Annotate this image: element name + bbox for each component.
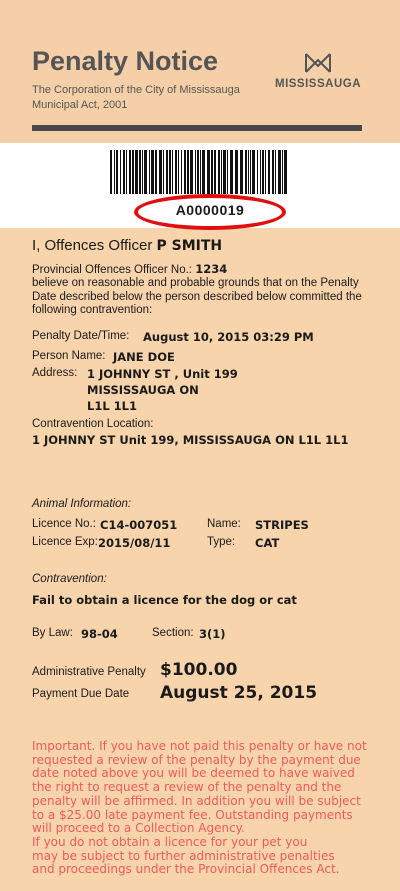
animal-name-value: STRIPES [255,518,309,532]
officer-label: I, Offences Officer [32,237,153,254]
admin-penalty-amount: $100.00 [160,660,238,680]
notice-line: will proceed to a Collection Agency. [32,821,245,836]
city-logo [272,50,364,90]
payment-due-date: August 25, 2015 [160,683,318,703]
address-line-2: MISSISSAUGA ON [87,383,199,397]
section-value: 3(1) [199,627,226,641]
notice-line: may be subject to further administrative penalties [32,848,335,863]
notice-line: penalty will be affirmed. In addition you will be subject [32,793,361,808]
notice-line: Important. If you have not paid this penalty or have not [32,739,367,753]
notice-line: the right to request a review of the penalty and the [32,780,342,795]
notice-line: and proceedings under the Provincial Offences Act. [32,862,340,877]
notice-header [0,0,400,143]
admin-penalty-label: Administrative Penalty [32,666,146,678]
logo-wordmark: MISSISSAUGA [274,78,361,90]
licence-no-label: Licence No.: [32,518,96,530]
ticket-number: A0000019 [175,202,245,218]
ticket-number-highlight [134,194,286,230]
licence-exp-value: 2015/08/11 [98,536,171,550]
notice-line: date noted above you will be deemed to have waived [32,766,355,781]
address-line-1: 1 JOHNNY ST , Unit 199 [87,367,238,381]
officer-name: P SMITH [156,238,223,254]
penalty-date-value: August 10, 2015 03:29 PM [143,330,314,344]
location-value: 1 JOHNNY ST Unit 199, MISSISSAUGA ON L1L 1L1 [32,433,349,447]
location-label: Contravention Location: [32,418,154,430]
animal-section-label: Animal Information: [32,498,132,510]
officer-number-value: 1234 [195,262,228,276]
barcode-icon [110,150,290,194]
person-name-label: Person Name: [32,350,106,362]
contravention-text: Fail to obtain a licence for the dog or cat [32,593,297,607]
corporation-text [32,83,272,113]
important-notice [32,740,372,877]
animal-name-label: Name: [207,518,241,530]
corp-line-2: Municipal Act, 2001 [32,99,128,111]
notice-line: If you do not obtain a licence for your pet you [32,834,308,849]
mississauga-logo-icon [303,50,333,76]
bylaw-label: By Law: [32,627,73,639]
header-divider [32,125,362,131]
licence-no-value: C14-007051 [100,518,178,532]
animal-type-value: CAT [255,536,280,550]
address-line-3: L1L 1L1 [87,399,137,413]
notice-line: to a $25.00 late payment fee. Outstanding payments [32,807,353,822]
licence-exp-label: Licence Exp: [32,536,98,548]
bylaw-value: 98-04 [81,627,118,641]
address-label: Address: [32,367,78,379]
officer-line [32,237,222,254]
preamble-text: believe on reasonable and probable grounds that on the Penalty Date described below the person described below committed the following contravention: [32,277,362,316]
page-title: Penalty Notice [32,46,219,76]
officer-number-row [32,262,227,276]
officer-number-label: Provincial Offences Officer No.: [32,264,193,276]
penalty-date-label: Penalty Date/Time: [32,330,130,342]
notice-line: requested a review of the penalty by the payment due [32,752,361,767]
person-name-value: JANE DOE [113,350,175,364]
contravention-section-label: Contravention: [32,573,107,585]
section-label: Section: [152,627,194,639]
animal-type-label: Type: [207,536,236,548]
payment-due-label: Payment Due Date [32,688,130,700]
corp-line-1: The Corporation of the City of Mississauga [32,84,240,96]
